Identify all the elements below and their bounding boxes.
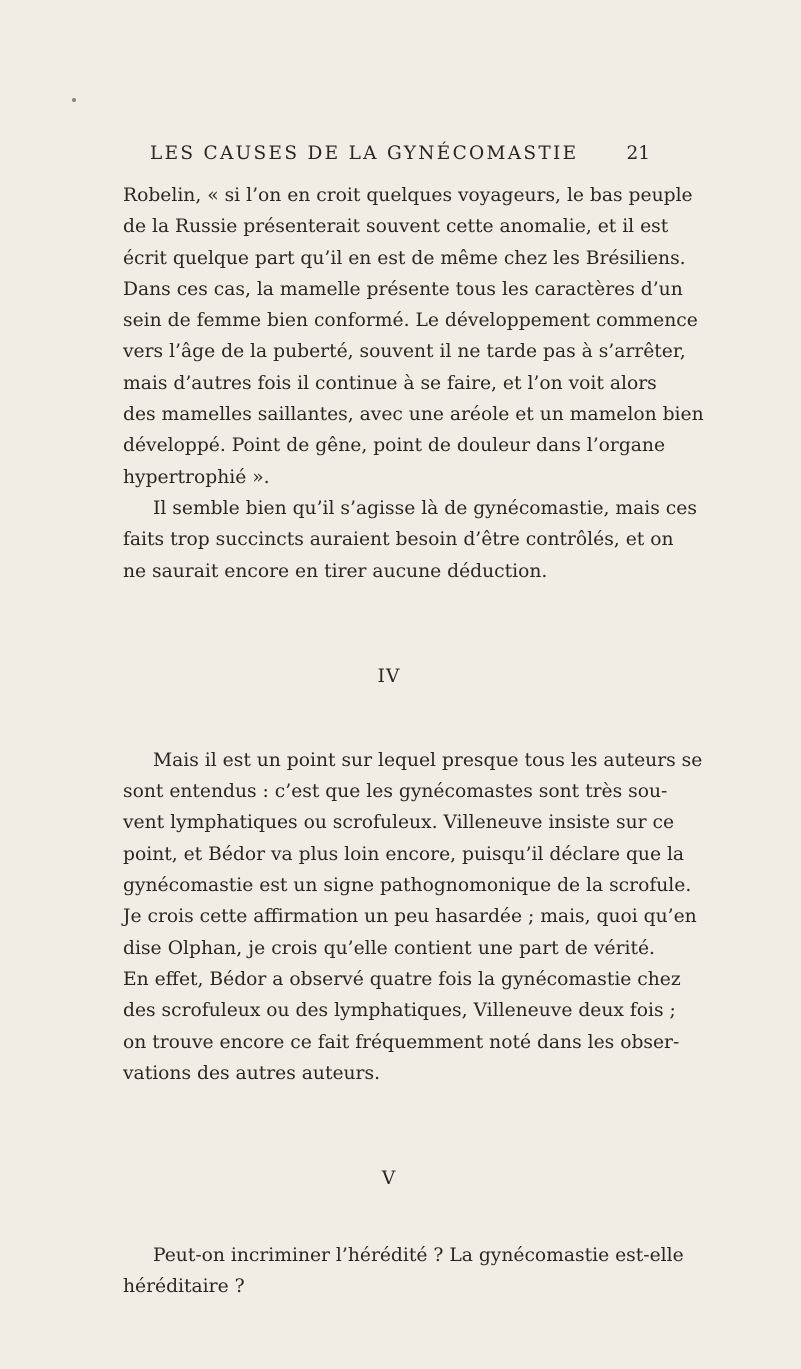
text-line: gynécomastie est un signe pathognomonique de la scrofule. (123, 875, 692, 897)
page-number: 21 (626, 143, 650, 164)
text-line: de la Russie présenterait souvent cette anomalie, et il est (123, 216, 669, 238)
running-head-title: LES CAUSES DE LA GYNÉCOMASTIE (150, 143, 579, 164)
text-line: Mais il est un point sur lequel presque tous les auteurs se (153, 749, 703, 771)
text-line: des scrofuleux ou des lymphatiques, Villeneuve deux fois ; (123, 1000, 676, 1022)
text-line: Il semble bien qu’il s’agisse là de gynécomastie, mais ces (153, 497, 697, 519)
text-line: point, et Bédor va plus loin encore, puisqu’il déclare que la (123, 843, 685, 865)
text-line: sein de femme bien conformé. Le développement commence (123, 310, 698, 332)
text-line: développé. Point de gêne, point de douleur dans l’organe (123, 435, 666, 457)
text-line: vers l’âge de la puberté, souvent il ne tarde pas à s’arrêter, (123, 341, 686, 363)
text-line: dise Olphan, je crois qu’elle contient une part de vérité. (123, 937, 655, 959)
text-line: faits trop succincts auraient besoin d’être contrôlés, et on (123, 529, 674, 551)
text-line: héréditaire ? (123, 1276, 245, 1298)
paragraph-1 (123, 180, 704, 493)
text-line: des mamelles saillantes, avec une aréole et un mamelon bien (123, 404, 704, 426)
paragraph-2 (123, 493, 697, 587)
running-head (150, 143, 650, 173)
spacer (123, 587, 655, 661)
spacer (123, 692, 655, 745)
paper-speck (72, 98, 76, 102)
text-line: on trouve encore ce fait fréquemment noté dans les obser- (123, 1031, 680, 1053)
spacer (123, 1194, 655, 1240)
text-line: Peut-on incriminer l’hérédité ? La gynécomastie est-elle (153, 1245, 684, 1267)
body-text (123, 180, 704, 1303)
text-line: écrit quelque part qu’il en est de même chez les Brésiliens. (123, 247, 686, 269)
text-line: vent lymphatiques ou scrofuleux. Villeneuve insiste sur ce (123, 812, 675, 834)
text-line: Je crois cette affirmation un peu hasardée ; mais, quoi qu’en (123, 906, 697, 928)
text-line: hypertrophié ». (123, 466, 270, 488)
text-line: ne saurait encore en tirer aucune déduction. (123, 560, 548, 582)
text-line: Robelin, « si l’on en croit quelques voyageurs, le bas peuple (123, 185, 693, 206)
section-heading-v: V (381, 1168, 397, 1190)
text-line: sont entendus : c’est que les gynécomastes sont très sou- (123, 781, 668, 803)
text-line: mais d’autres fois il continue à se faire, et l’on voit alors (123, 372, 657, 394)
text-line: Dans ces cas, la mamelle présente tous les caractères d’un (123, 278, 683, 300)
paragraph-section-v (123, 1240, 684, 1303)
section-heading-iv: IV (377, 665, 401, 687)
spacer (123, 1089, 655, 1163)
paragraph-section-iv (123, 745, 703, 1089)
text-line: vations des autres auteurs. (123, 1062, 381, 1084)
text-line: En effet, Bédor a observé quatre fois la gynécomastie chez (123, 968, 681, 990)
